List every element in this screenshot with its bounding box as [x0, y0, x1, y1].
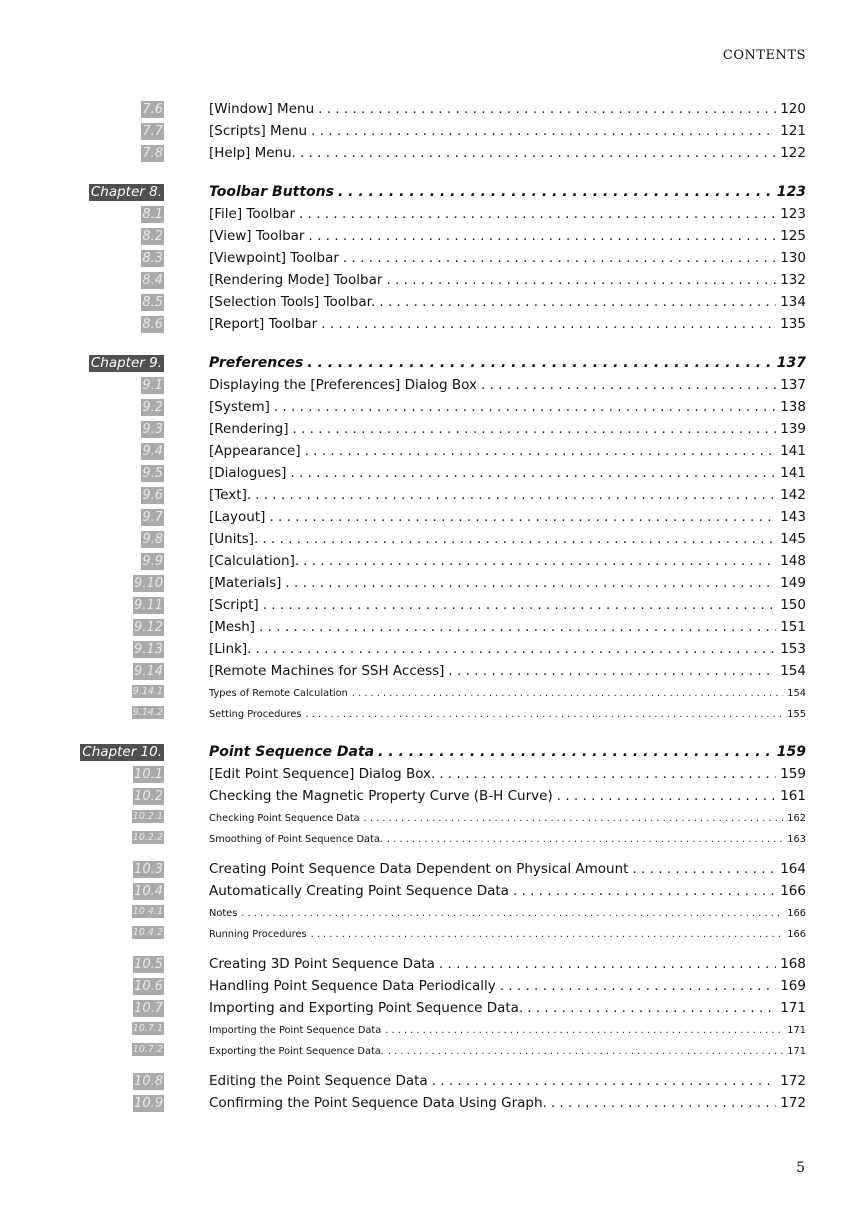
- toc-entry-title: [View] Toolbar: [209, 228, 305, 244]
- toc-entry-title: [Rendering]: [209, 421, 289, 437]
- dot-leader: [385, 1022, 783, 1040]
- dot-leader: [303, 552, 776, 570]
- toc-entry-title: Handling Point Sequence Data Periodically: [209, 978, 496, 994]
- toc-subsection-row[interactable]: [0, 1040, 868, 1061]
- dot-leader: [352, 685, 783, 703]
- toc-entry-title: Creating Point Sequence Data Dependent on Physical Amount: [209, 861, 629, 877]
- toc-entry[interactable]: [209, 271, 806, 289]
- toc-entry-title: Checking the Magnetic Property Curve (B-H Curve): [209, 788, 553, 804]
- toc-page-number: 137: [776, 355, 806, 371]
- toc-entry[interactable]: [209, 1043, 806, 1061]
- dot-leader: [311, 122, 776, 140]
- toc-page-number: 138: [780, 399, 806, 415]
- toc-number-label: 9.1: [142, 378, 163, 393]
- dot-leader: [299, 205, 776, 223]
- toc-number-label: 9.13: [134, 642, 163, 657]
- toc-section-row[interactable]: [0, 572, 868, 594]
- toc-entry-title: Importing and Exporting Point Sequence Data.: [209, 1000, 524, 1016]
- toc-section-row[interactable]: [0, 269, 868, 291]
- toc-page-number: 159: [776, 744, 806, 760]
- toc-entry[interactable]: [209, 926, 806, 944]
- toc-number-label: Chapter 10.: [82, 744, 162, 760]
- dot-leader: [551, 1094, 776, 1112]
- toc-section-row[interactable]: [0, 975, 868, 997]
- toc-section-row[interactable]: [0, 98, 868, 120]
- toc-subsection-row[interactable]: [0, 1019, 868, 1040]
- toc-number-label: 10.1: [134, 767, 163, 782]
- toc-subsection-row[interactable]: [0, 682, 868, 703]
- toc-entry[interactable]: [209, 662, 806, 680]
- toc-number-label: 8.5: [142, 295, 163, 310]
- toc-number-label: 9.3: [142, 422, 163, 437]
- dot-leader: [307, 354, 772, 372]
- dot-leader: [290, 464, 776, 482]
- toc-section-row[interactable]: [0, 594, 868, 616]
- page-number: 5: [796, 1160, 805, 1176]
- toc-number-label: 10.2.1: [132, 811, 163, 822]
- toc-number-label: 10.2.2: [132, 832, 163, 843]
- toc-entry-title: [Dialogues]: [209, 465, 287, 481]
- toc-entry[interactable]: [209, 810, 806, 828]
- toc-section-row[interactable]: [0, 997, 868, 1019]
- toc-number-label: 8.6: [142, 317, 163, 332]
- toc-section-row[interactable]: [0, 203, 868, 225]
- toc-entry-title: Exporting the Point Sequence Data.: [209, 1046, 384, 1057]
- toc-number-label: 9.14.1: [132, 686, 163, 697]
- toc-page-number: 171: [780, 1000, 806, 1016]
- toc-entry[interactable]: [209, 596, 806, 614]
- toc-entry[interactable]: [209, 205, 806, 223]
- toc-page-number: 148: [780, 553, 806, 569]
- toc-entry-title: [Window] Menu: [209, 101, 315, 117]
- toc-page-number: 161: [780, 788, 806, 804]
- toc-page-number: 132: [780, 272, 806, 288]
- toc-section-row[interactable]: [0, 440, 868, 462]
- dot-leader: [255, 486, 776, 504]
- toc-entry-title: [Units].: [209, 531, 259, 547]
- toc-spacer: [0, 849, 868, 858]
- toc-page-number: 155: [787, 709, 806, 720]
- toc-entry[interactable]: [209, 831, 806, 849]
- toc-page-number: 168: [780, 956, 806, 972]
- toc-page-number: 142: [780, 487, 806, 503]
- toc-number-label: 10.7.1: [132, 1023, 163, 1034]
- toc-number-label: 9.6: [142, 488, 163, 503]
- toc-entry-title: Preferences: [209, 355, 304, 371]
- toc-page-number: 163: [787, 834, 806, 845]
- toc-subsection-row[interactable]: [0, 703, 868, 724]
- toc-entry[interactable]: [209, 765, 806, 783]
- toc-page-number: 143: [780, 509, 806, 525]
- toc-page-number: 150: [780, 597, 806, 613]
- toc-page-number: 151: [780, 619, 806, 635]
- toc-entry[interactable]: [209, 552, 806, 570]
- dot-leader: [378, 743, 773, 761]
- toc-section-row[interactable]: [0, 858, 868, 880]
- toc-entry-title: [Report] Toolbar: [209, 316, 318, 332]
- toc-page-number: 154: [787, 688, 806, 699]
- toc-entry[interactable]: [209, 905, 806, 923]
- toc-entry-title: [Text].: [209, 487, 252, 503]
- toc-section-row[interactable]: [0, 506, 868, 528]
- dot-leader: [305, 442, 777, 460]
- toc-page-number: 159: [780, 766, 806, 782]
- toc-entry[interactable]: [209, 486, 806, 504]
- toc-page-number: 122: [780, 145, 806, 161]
- toc-entry-title: [File] Toolbar: [209, 206, 296, 222]
- toc-entry-title: [Materials]: [209, 575, 282, 591]
- toc-entry[interactable]: [209, 743, 806, 761]
- toc-entry[interactable]: [209, 977, 806, 995]
- toc-page-number: 141: [780, 465, 806, 481]
- toc-entry-title: [Edit Point Sequence] Dialog Box.: [209, 766, 436, 782]
- toc-number-label: Chapter 9.: [90, 355, 162, 371]
- toc-entry-title: Notes: [209, 908, 238, 919]
- toc-entry[interactable]: [209, 442, 806, 460]
- toc-entry[interactable]: [209, 144, 806, 162]
- toc-entry-title: [Appearance]: [209, 443, 301, 459]
- toc-number-label: 9.9: [142, 554, 163, 569]
- toc-page-number: 154: [780, 663, 806, 679]
- toc-entry[interactable]: [209, 860, 806, 878]
- toc-page-number: 123: [780, 206, 806, 222]
- toc-page-number: 137: [780, 377, 806, 393]
- toc-number-label: 10.3: [134, 862, 163, 877]
- toc-entry[interactable]: [209, 420, 806, 438]
- toc-spacer: [0, 724, 868, 741]
- toc-entry-title: [Scripts] Menu: [209, 123, 308, 139]
- toc-entry-title: [Layout]: [209, 509, 266, 525]
- toc-page-number: 145: [780, 531, 806, 547]
- toc-page-number: 164: [780, 861, 806, 877]
- toc-entry[interactable]: [209, 354, 806, 372]
- dot-leader: [439, 765, 776, 783]
- toc-section-row[interactable]: [0, 550, 868, 572]
- toc-number-label: 8.1: [142, 207, 163, 222]
- toc-number-label: 10.6: [134, 979, 163, 994]
- dot-leader: [632, 860, 776, 878]
- dot-leader: [448, 662, 776, 680]
- toc-entry-title: Creating 3D Point Sequence Data: [209, 956, 435, 972]
- toc-page-number: 121: [780, 123, 806, 139]
- toc-page-number: 125: [780, 228, 806, 244]
- toc-page-number: 153: [780, 641, 806, 657]
- toc-chapter-row[interactable]: [0, 741, 868, 763]
- toc-section-row[interactable]: [0, 313, 868, 335]
- dot-leader: [241, 905, 783, 923]
- toc-number-label: 8.3: [142, 251, 163, 266]
- toc-spacer: [0, 944, 868, 953]
- toc-entry[interactable]: [209, 293, 806, 311]
- dot-leader: [386, 271, 776, 289]
- toc-number-label: 10.4.2: [132, 927, 163, 938]
- dot-leader: [557, 787, 776, 805]
- toc-entry[interactable]: [209, 882, 806, 900]
- toc-entry[interactable]: [209, 376, 806, 394]
- dot-leader: [285, 574, 776, 592]
- toc-entry[interactable]: [209, 640, 806, 658]
- toc-entry-title: Types of Remote Calculation: [209, 688, 348, 699]
- toc-section-row[interactable]: [0, 785, 868, 807]
- toc-page-number: 172: [780, 1073, 806, 1089]
- toc-entry[interactable]: [209, 999, 806, 1017]
- toc-number-label: 10.9: [134, 1096, 163, 1111]
- toc-entry-title: [Link].: [209, 641, 252, 657]
- dot-leader: [311, 926, 784, 944]
- toc-entry-title: [Calculation].: [209, 553, 300, 569]
- toc-entry-title: [Help] Menu.: [209, 145, 296, 161]
- dot-leader: [321, 315, 776, 333]
- toc-section-row[interactable]: [0, 1070, 868, 1092]
- toc-number-label: 7.7: [142, 124, 163, 139]
- dot-leader: [263, 596, 777, 614]
- toc-entry-title: [Script]: [209, 597, 259, 613]
- toc-entry-title: Toolbar Buttons: [209, 184, 334, 200]
- dot-leader: [343, 249, 776, 267]
- toc-entry[interactable]: [209, 618, 806, 636]
- toc-entry-title: [Remote Machines for SSH Access]: [209, 663, 445, 679]
- toc-entry[interactable]: [209, 685, 806, 703]
- dot-leader: [481, 376, 776, 394]
- toc-page-number: 149: [780, 575, 806, 591]
- toc-page-number: 141: [780, 443, 806, 459]
- toc-entry-title: [Rendering Mode] Toolbar: [209, 272, 383, 288]
- toc-number-label: 10.7.2: [132, 1044, 163, 1055]
- toc-entry[interactable]: [209, 1094, 806, 1112]
- toc-page-number: 139: [780, 421, 806, 437]
- toc-spacer: [0, 1061, 868, 1070]
- toc-section-row[interactable]: [0, 638, 868, 660]
- toc-number-label: 9.12: [134, 620, 163, 635]
- toc-subsection-row[interactable]: [0, 902, 868, 923]
- toc-number-label: 7.8: [142, 146, 163, 161]
- toc-page-number: 166: [787, 929, 806, 940]
- toc-section-row[interactable]: [0, 880, 868, 902]
- dot-leader: [388, 1043, 783, 1061]
- toc-section-row[interactable]: [0, 291, 868, 313]
- toc-number-label: Chapter 8.: [90, 184, 162, 200]
- dot-leader: [259, 618, 776, 636]
- toc-section-row[interactable]: [0, 1092, 868, 1114]
- toc-section-row[interactable]: [0, 418, 868, 440]
- toc-page-number: 166: [780, 883, 806, 899]
- toc-entry[interactable]: [209, 249, 806, 267]
- dot-leader: [292, 420, 776, 438]
- toc-section-row[interactable]: [0, 120, 868, 142]
- toc-page-number: 169: [780, 978, 806, 994]
- toc-subsection-row[interactable]: [0, 828, 868, 849]
- dot-leader: [500, 977, 777, 995]
- toc-number-label: 9.8: [142, 532, 163, 547]
- dot-leader: [274, 398, 776, 416]
- toc-entry[interactable]: [209, 122, 806, 140]
- toc-page-number: 171: [787, 1046, 806, 1057]
- toc-number-label: 9.5: [142, 466, 163, 481]
- toc-entry-title: Checking Point Sequence Data: [209, 813, 360, 824]
- toc-subsection-row[interactable]: [0, 807, 868, 828]
- toc-entry-title: Setting Procedures: [209, 709, 302, 720]
- toc-section-row[interactable]: [0, 763, 868, 785]
- dot-leader: [269, 508, 776, 526]
- toc-entry-title: Displaying the [Preferences] Dialog Box: [209, 377, 477, 393]
- toc-number-label: 10.8: [134, 1074, 163, 1089]
- dot-leader: [318, 100, 776, 118]
- running-header: CONTENTS: [722, 48, 806, 63]
- toc-number-label: 9.14.2: [132, 707, 163, 718]
- toc-section-row[interactable]: [0, 247, 868, 269]
- toc-entry[interactable]: [209, 955, 806, 973]
- toc-section-row[interactable]: [0, 396, 868, 418]
- toc-entry[interactable]: [209, 508, 806, 526]
- toc-chapter-row[interactable]: [0, 181, 868, 203]
- toc-entry[interactable]: [209, 530, 806, 548]
- toc-entry-title: Running Procedures: [209, 929, 307, 940]
- toc-page-number: 130: [780, 250, 806, 266]
- toc-section-row[interactable]: [0, 953, 868, 975]
- dot-leader: [432, 1072, 777, 1090]
- toc-number-label: 8.2: [142, 229, 163, 244]
- dot-leader: [255, 640, 776, 658]
- toc-entry[interactable]: [209, 706, 806, 724]
- toc-entry-title: [Viewpoint] Toolbar: [209, 250, 339, 266]
- toc-number-label: 10.4: [134, 884, 163, 899]
- toc-page-number: 123: [776, 184, 806, 200]
- toc-page-number: 135: [780, 316, 806, 332]
- dot-leader: [262, 530, 776, 548]
- toc-number-label: 10.4.1: [132, 906, 163, 917]
- toc-entry-title: [System]: [209, 399, 270, 415]
- toc-entry-title: Point Sequence Data: [209, 744, 375, 760]
- toc-entry-title: Automatically Creating Point Sequence Data: [209, 883, 509, 899]
- toc-number-label: 9.10: [134, 576, 163, 591]
- toc-section-row[interactable]: [0, 374, 868, 396]
- toc-spacer: [0, 164, 868, 181]
- toc-page-number: 120: [780, 101, 806, 117]
- toc-page-number: 171: [787, 1025, 806, 1036]
- toc-number-label: 7.6: [142, 102, 163, 117]
- toc-entry[interactable]: [209, 1022, 806, 1040]
- toc-section-row[interactable]: [0, 142, 868, 164]
- toc-section-row[interactable]: [0, 225, 868, 247]
- dot-leader: [364, 810, 784, 828]
- toc-entry-title: [Selection Tools] Toolbar.: [209, 294, 376, 310]
- toc-entry[interactable]: [209, 787, 806, 805]
- toc-page-number: 162: [787, 813, 806, 824]
- toc-number-label: 10.2: [134, 789, 163, 804]
- dot-leader: [300, 144, 776, 162]
- toc-number-label: 9.11: [134, 598, 163, 613]
- toc-entry-title: Smoothing of Point Sequence Data.: [209, 834, 384, 845]
- dot-leader: [513, 882, 776, 900]
- toc-entry[interactable]: [209, 227, 806, 245]
- toc-spacer: [0, 335, 868, 352]
- toc-section-row[interactable]: [0, 484, 868, 506]
- toc-number-label: 9.4: [142, 444, 163, 459]
- dot-leader: [439, 955, 776, 973]
- toc-section-row[interactable]: [0, 528, 868, 550]
- dot-leader: [308, 227, 776, 245]
- toc-section-row[interactable]: [0, 660, 868, 682]
- dot-leader: [387, 831, 783, 849]
- toc-entry-title: Importing the Point Sequence Data: [209, 1025, 382, 1036]
- toc-entry-title: [Mesh]: [209, 619, 256, 635]
- dot-leader: [338, 183, 773, 201]
- toc-entry[interactable]: [209, 574, 806, 592]
- toc-number-label: 9.2: [142, 400, 163, 415]
- toc-page-number: 172: [780, 1095, 806, 1111]
- toc-number-label: 8.4: [142, 273, 163, 288]
- toc-entry[interactable]: [209, 464, 806, 482]
- toc-number-label: 9.14: [134, 664, 163, 679]
- toc-entry[interactable]: [209, 398, 806, 416]
- toc-page-number: 166: [787, 908, 806, 919]
- toc-number-label: 10.7: [134, 1001, 163, 1016]
- toc-entry-title: Confirming the Point Sequence Data Using Graph.: [209, 1095, 547, 1111]
- toc-entry[interactable]: [209, 100, 806, 118]
- toc-number-label: 10.5: [134, 957, 163, 972]
- toc-chapter-row[interactable]: [0, 352, 868, 374]
- toc-number-label: 9.7: [142, 510, 163, 525]
- toc-entry[interactable]: [209, 315, 806, 333]
- toc-page-number: 134: [780, 294, 806, 310]
- toc-entry[interactable]: [209, 1072, 806, 1090]
- toc-section-row[interactable]: [0, 462, 868, 484]
- toc-section-row[interactable]: [0, 616, 868, 638]
- dot-leader: [527, 999, 776, 1017]
- dot-leader: [306, 706, 784, 724]
- dot-leader: [379, 293, 776, 311]
- table-of-contents: [0, 98, 868, 1114]
- toc-entry-title: Editing the Point Sequence Data: [209, 1073, 428, 1089]
- toc-subsection-row[interactable]: [0, 923, 868, 944]
- toc-entry[interactable]: [209, 183, 806, 201]
